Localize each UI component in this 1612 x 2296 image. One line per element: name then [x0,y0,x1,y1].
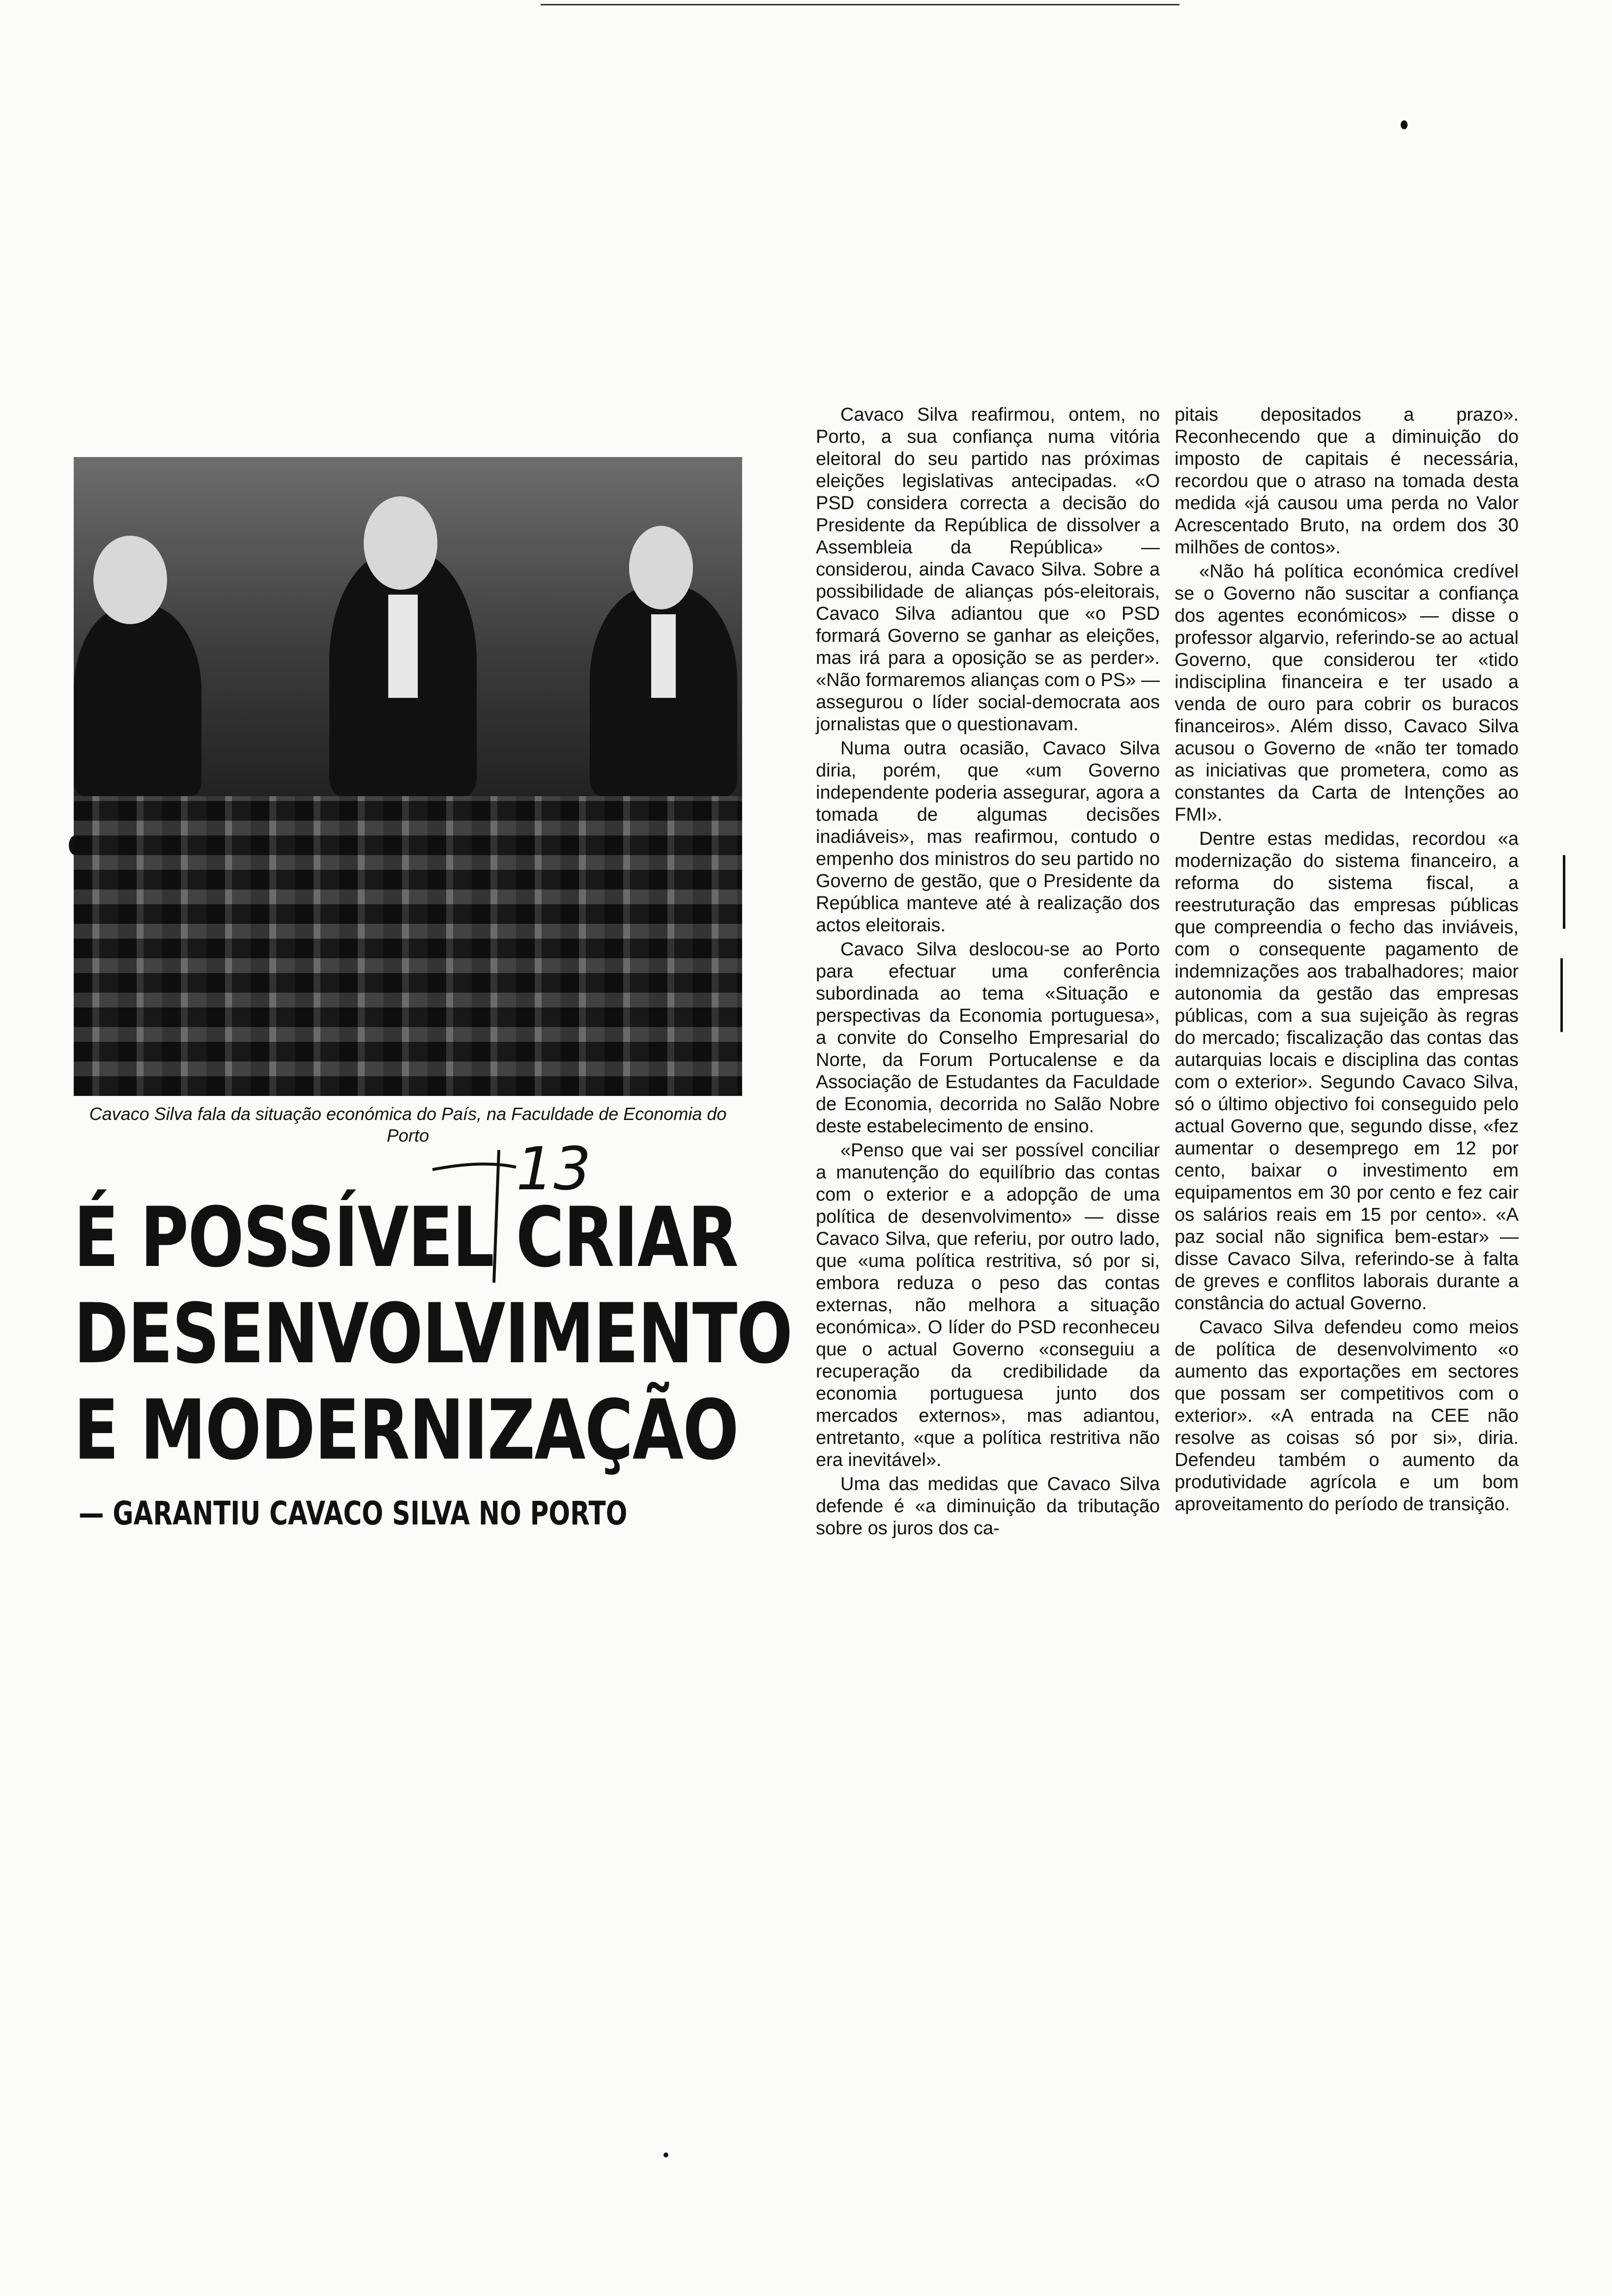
paragraph: Cavaco Silva defendeu como meios de política de desenvolvimento «o aumento das exportações em sectores que possam ser competitivos com o exterior». «A entrada na CEE não resolve as coisas só por si», diria. Defendeu também o aumento da produtividade agrícola e um bom aproveitamento do período de transição. [1175,1317,1519,1515]
paragraph: Uma das medidas que Cavaco Silva defende é «a diminuição da tributação sobre os juros dos ca- [816,1474,1160,1539]
paragraph: Numa outra ocasião, Cavaco Silva diria, porém, que «um Governo independente poderia assegurar, agora a tomada de algumas decisões inadiáveis», mas reafirmou, contudo o empenho dos ministros do seu partido no Governo de gestão, que o Presidente da República manteve até à realização dos actos eleitorais. [816,738,1160,936]
photo-caption: Cavaco Silva fala da situação económica do País, na Faculdade de Economia do Porto [89,1104,727,1146]
speaker-face [364,496,437,590]
article-column-1 [816,404,1160,1540]
panelist-left-figure [74,604,202,796]
press-photo [74,457,742,1096]
panelist-right-shirt [651,614,676,698]
paragraph: Cavaco Silva deslocou-se ao Porto para efectuar uma conferência subordinada ao tema «Situação e perspectivas da Economia portuguesa», a convite do Conselho Empresarial do Norte, da Forum Portucalense e da Associação de Estudantes da Faculdade de Economia, decorrida no Salão Nobre deste estabelecimento de ensino. [816,939,1160,1137]
margin-mark [1560,958,1563,1032]
article-column-2 [1175,404,1519,1516]
photo-audience-rows [74,796,742,1096]
panelist-left-face [93,536,167,624]
paragraph: pitais depositados a prazo». Reconhecendo que a diminuição do imposto de capitais é necessária, recordou que o atraso na tomada desta medida «já causou uma perda no Valor Acrescentado Bruto, na ordem dos 30 milhões de contos». [1175,404,1519,558]
handwritten-annotation [442,1130,591,1292]
scan-speck [1401,120,1408,129]
paragraph: Dentre estas medidas, recordou «a modernização do sistema financeiro, a reforma do sistema fiscal, a reestruturação das empresas públicas que compreendia o fecho das inviáveis, com o consequente pagamento de indemnizações aos trabalhadores; maior autonomia da gestão das empresas públicas, com a sua sujeição às regras do mercado; fiscalização das contas das autarquias locais e disciplina das contas com o exterior». Segundo Cavaco Silva, só o último objectivo foi conseguido pelo actual Governo que, segundo disse, «fez aumentar o desemprego em 12 por cento, baixar o investimento em equipamentos em 30 por cento e fez cair os salários reais em 15 por cento». «A paz social não significa bem-estar» — disse Cavaco Silva, referindo-se à falta de greves e conflitos laborais durante a constância do actual Governo. [1175,829,1519,1314]
handwritten-note: 13 [516,1135,591,1204]
article-subhead: — GARANTIU CAVACO SILVA NO PORTO [79,1494,628,1532]
paragraph: «Penso que vai ser possível conciliar a manutenção do equilíbrio das contas com o exterior e a adopção de uma política de desenvolvimento» — disse Cavaco Silva, que referiu, por outro lado, que «uma política restritiva, só por si, embora reduza o peso das contas externas, não melhora a situação económica». O líder do PSD reconheceu que o actual Governo «conseguiu a recuperação da credibilidade da economia portuguesa junto dos mercados externos», mas adiantou, entretanto, «que a política restritiva não era inevitável». [816,1140,1160,1470]
speaker-shirt [388,595,418,698]
scan-speck [663,2152,668,2157]
headline-line-2: DESENVOLVIMENTO [74,1286,792,1382]
paragraph: «Não há política económica credível se o Governo não suscitar a confiança dos agentes económicos» — disse o professor algarvio, referindo-se ao actual Governo, que considerou ter «tido indisciplina financeira e ter usado a venda de ouro para cobrir os buracos financeiros». Além disso, Cavaco Silva acusou o Governo de «não ter tomado as iniciativas que prometera, como as constantes da Carta de Intenções ao FMI». [1175,561,1519,825]
paragraph: Cavaco Silva reafirmou, ontem, no Porto, a sua confiança numa vitória eleitoral do seu partido nas próximas eleições legislativas antecipadas. «O PSD considera correcta a decisão do Presidente da República de dissolver a Assembleia da República» — considerou, ainda Cavaco Silva. Sobre a possibilidade de alianças pós-eleitorais, Cavaco Silva adiantou que «o PSD formará Governo se ganhar as eleições, mas irá para a oposição se as perder». «Não formaremos alianças com o PS» — assegurou o líder social-democrata aos jornalistas que o questionavam. [816,404,1160,735]
panelist-right-face [629,526,693,609]
top-scan-rule [541,4,1180,5]
headline-line-3: E MODERNIZAÇÃO [74,1382,738,1478]
headline-line-1: É POSSÍVEL CRIAR [74,1189,738,1286]
margin-mark [1563,855,1565,929]
